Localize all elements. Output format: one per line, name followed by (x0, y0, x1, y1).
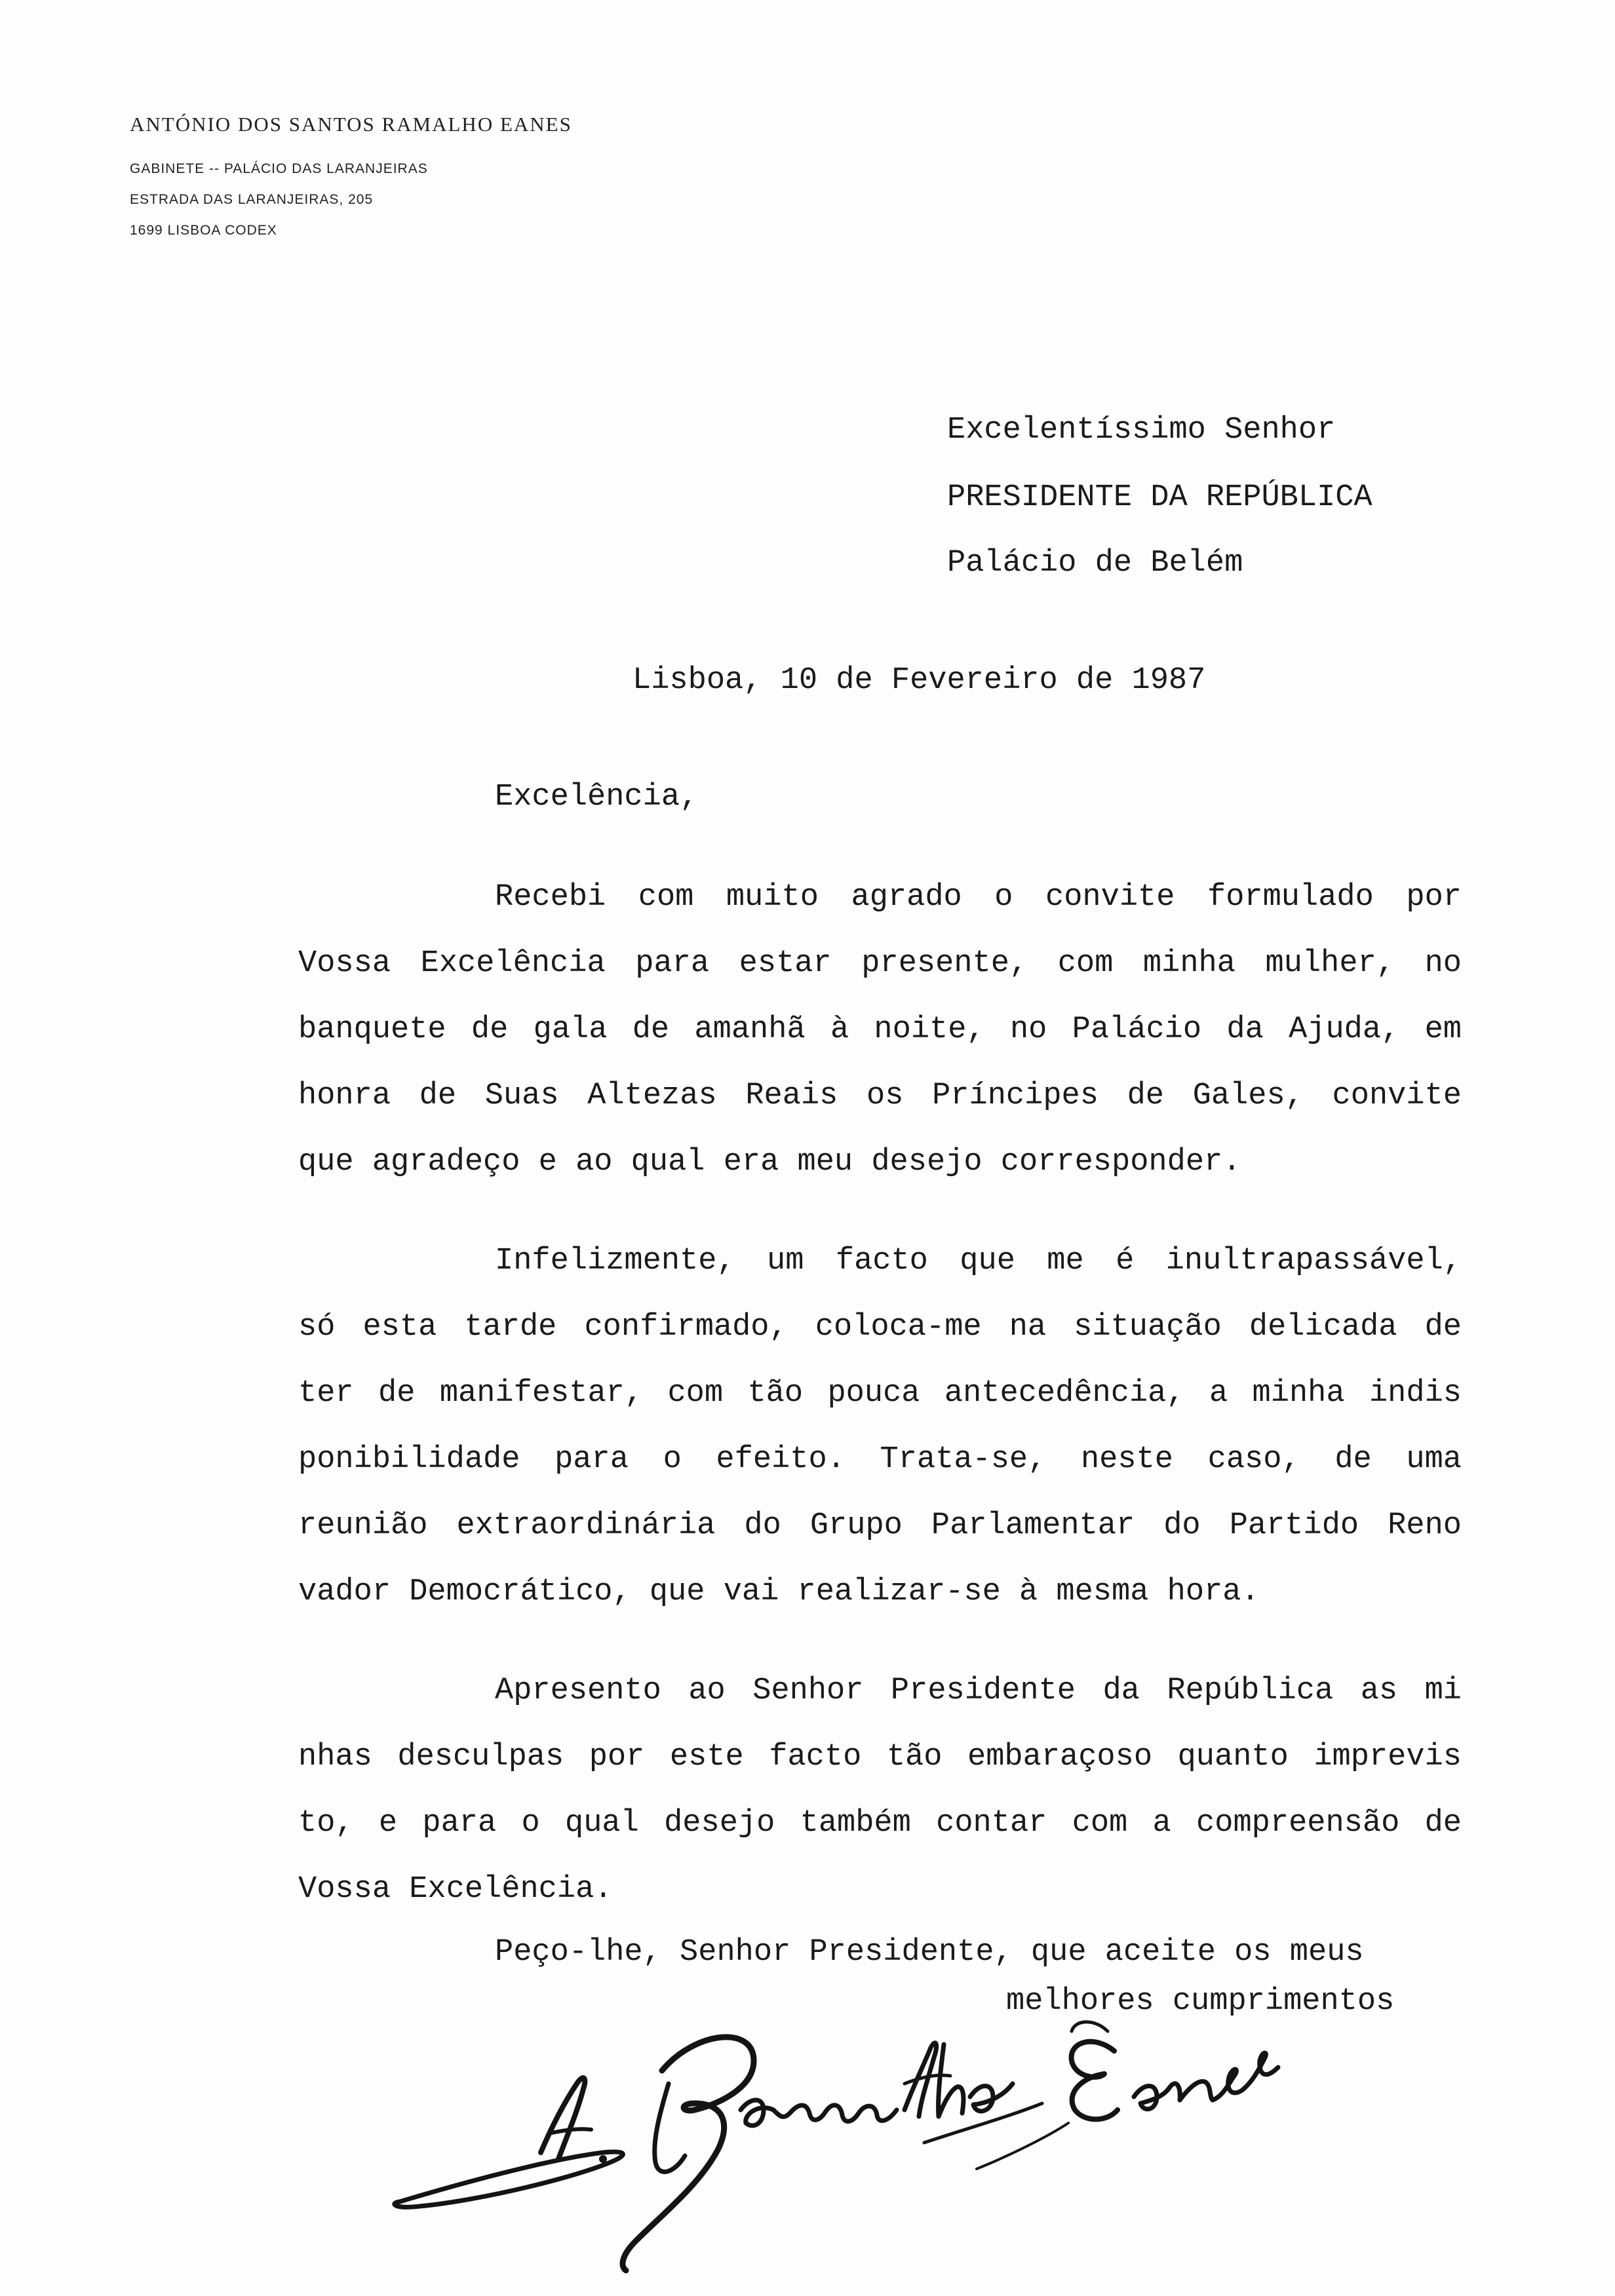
body-line: nhas desculpas por este facto tão embaraçoso quanto imprevis (298, 1740, 1462, 1774)
recipient-salutation: Excelentíssimo Senhor (947, 413, 1336, 448)
body-line: que agradeço e ao qual era meu desejo corresponder. (298, 1145, 1241, 1179)
body-line: to, e para o qual desejo também contar com a compreensão de (298, 1806, 1462, 1841)
body-line: ter de manifestar, com tão pouca antecedência, a minha indis (298, 1376, 1462, 1411)
paragraph-gap (298, 1639, 1462, 1672)
body-line: banquete de gala de amanhã à noite, no Palácio da Ajuda, em (298, 1012, 1462, 1047)
closing-line: Peço-lhe, Senhor Presidente, que aceite os meus (495, 1935, 1364, 1970)
body-line: ponibilidade para o efeito. Trata-se, neste caso, de uma (298, 1442, 1462, 1477)
body-line: honra de Suas Altezas Reais os Príncipes de Gales, convite (298, 1079, 1462, 1113)
body-line: Infelizmente, um facto que me é inultrapassável, (495, 1244, 1462, 1278)
recipient-location: Palácio de Belém (947, 546, 1243, 581)
letter-salutation: Excelência, (495, 780, 699, 814)
closing-line: melhores cumprimentos (1006, 1984, 1395, 2019)
letterhead-name: ANTÓNIO DOS SANTOS RAMALHO EANES (130, 113, 572, 136)
letterhead-street: ESTRADA DAS LARANJEIRAS, 205 (130, 192, 374, 207)
letterhead-office: GABINETE -- PALÁCIO DAS LARANJEIRAS (130, 161, 428, 176)
body-line: Recebi com muito agrado o convite formulado por (495, 880, 1462, 915)
body-line: Apresento ao Senhor Presidente da República as mi (495, 1674, 1462, 1708)
letter-body (298, 878, 1462, 1936)
letter-date: Lisboa, 10 de Fevereiro de 1987 (632, 663, 1206, 698)
body-line: só esta tarde confirmado, coloca-me na situação delicada de (298, 1310, 1462, 1345)
handwritten-signature (387, 2005, 1350, 2280)
recipient-title: PRESIDENTE DA REPÚBLICA (947, 480, 1372, 515)
body-line: vador Democrático, que vai realizar-se à mesma hora. (298, 1575, 1260, 1609)
letterhead-city: 1699 LISBOA CODEX (130, 223, 277, 238)
body-line: Vossa Excelência para estar presente, com minha mulher, no (298, 946, 1462, 981)
body-line: reunião extraordinária do Grupo Parlamentar do Partido Reno (298, 1508, 1462, 1543)
body-line: Vossa Excelência. (298, 1872, 613, 1907)
paragraph-gap (298, 1209, 1462, 1242)
